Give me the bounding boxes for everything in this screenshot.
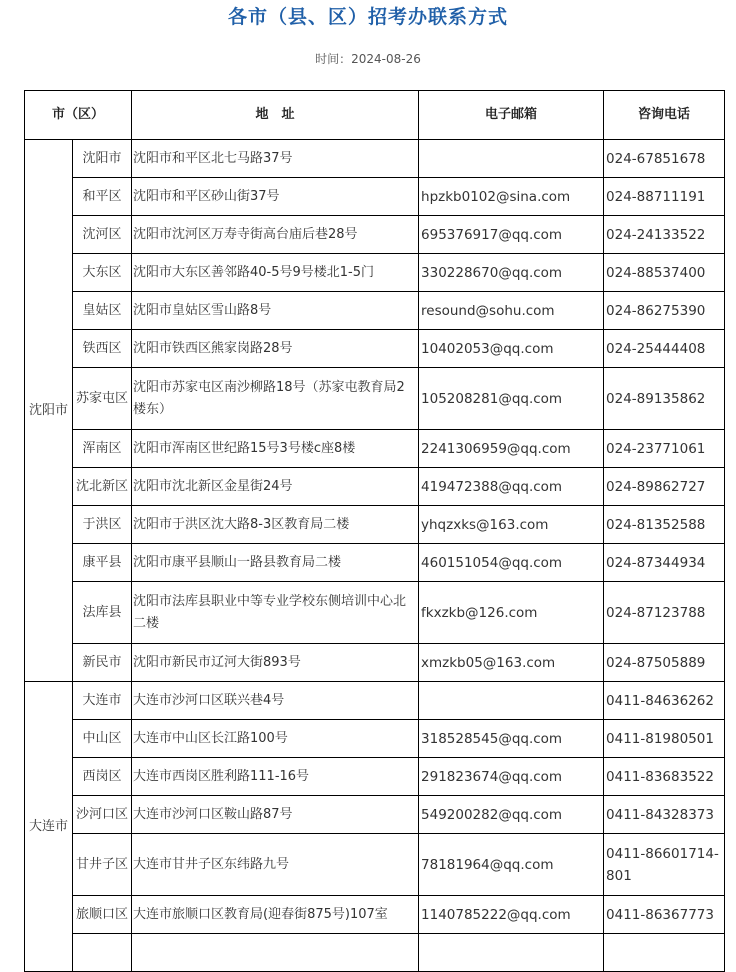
email-cell: yhqzxks@163.com [419, 506, 604, 544]
city-cell: 沈阳市 [25, 140, 73, 682]
district-cell: 和平区 [73, 178, 132, 216]
phone-cell: 024-86275390 [604, 292, 725, 330]
district-cell: 浑南区 [73, 430, 132, 468]
email-cell: 10402053@qq.com [419, 330, 604, 368]
address-cell: 大连市西岗区胜利路111-16号 [132, 758, 419, 796]
empty-cell [419, 934, 604, 972]
header-address: 地 址 [132, 91, 419, 140]
table-row [25, 330, 725, 368]
district-cell: 甘井子区 [73, 834, 132, 896]
phone-cell: 024-87123788 [604, 582, 725, 644]
table-row [25, 720, 725, 758]
phone-cell: 024-67851678 [604, 140, 725, 178]
email-cell: fkxzkb@126.com [419, 582, 604, 644]
address-cell: 沈阳市浑南区世纪路15号3号楼c座8楼 [132, 430, 419, 468]
header-email: 电子邮箱 [419, 91, 604, 140]
table-row [25, 178, 725, 216]
table-row [25, 430, 725, 468]
phone-cell: 0411-86367773 [604, 896, 725, 934]
table-row [25, 216, 725, 254]
email-cell: 1140785222@qq.com [419, 896, 604, 934]
phone-cell: 0411-81980501 [604, 720, 725, 758]
address-cell: 沈阳市铁西区熊家岗路28号 [132, 330, 419, 368]
table-row [25, 796, 725, 834]
phone-cell: 024-87505889 [604, 644, 725, 682]
email-cell: 460151054@qq.com [419, 544, 604, 582]
email-cell: hpzkb0102@sina.com [419, 178, 604, 216]
email-cell: 105208281@qq.com [419, 368, 604, 430]
district-cell: 中山区 [73, 720, 132, 758]
address-cell: 沈阳市康平县顺山一路县教育局二楼 [132, 544, 419, 582]
email-cell: 695376917@qq.com [419, 216, 604, 254]
email-cell: resound@sohu.com [419, 292, 604, 330]
address-cell: 大连市沙河口区鞍山路87号 [132, 796, 419, 834]
table-row [25, 582, 725, 644]
table-row [25, 506, 725, 544]
address-cell: 沈阳市大东区善邻路40-5号9号楼北1-5门 [132, 254, 419, 292]
district-cell: 旅顺口区 [73, 896, 132, 934]
phone-cell: 024-25444408 [604, 330, 725, 368]
table-row [25, 468, 725, 506]
empty-cell [73, 934, 132, 972]
address-cell: 沈阳市和平区砂山街37号 [132, 178, 419, 216]
table-row [25, 644, 725, 682]
district-cell: 大连市 [73, 682, 132, 720]
table-header-row [25, 91, 725, 140]
phone-cell: 024-23771061 [604, 430, 725, 468]
email-cell: 78181964@qq.com [419, 834, 604, 896]
phone-cell: 024-81352588 [604, 506, 725, 544]
contacts-table [24, 90, 725, 972]
email-cell: 549200282@qq.com [419, 796, 604, 834]
time-label: 时间： [315, 52, 352, 66]
table-row [25, 544, 725, 582]
district-cell: 康平县 [73, 544, 132, 582]
email-cell: 291823674@qq.com [419, 758, 604, 796]
district-cell: 大东区 [73, 254, 132, 292]
district-cell: 新民市 [73, 644, 132, 682]
email-cell: 2241306959@qq.com [419, 430, 604, 468]
address-cell: 沈阳市沈北新区金星街24号 [132, 468, 419, 506]
table-row [25, 254, 725, 292]
empty-cell [604, 934, 725, 972]
phone-cell: 024-87344934 [604, 544, 725, 582]
address-cell: 沈阳市苏家屯区南沙柳路18号（苏家屯教育局2楼东） [132, 368, 419, 430]
empty-cell [132, 934, 419, 972]
email-cell: xmzkb05@163.com [419, 644, 604, 682]
district-cell: 沈阳市 [73, 140, 132, 178]
address-cell: 沈阳市于洪区沈大路8-3区教育局二楼 [132, 506, 419, 544]
district-cell: 沈北新区 [73, 468, 132, 506]
phone-cell: 024-89135862 [604, 368, 725, 430]
address-cell: 大连市甘井子区东纬路九号 [132, 834, 419, 896]
table-row [25, 758, 725, 796]
phone-cell: 024-89862727 [604, 468, 725, 506]
district-cell: 沙河口区 [73, 796, 132, 834]
table-row [25, 140, 725, 178]
table-row [25, 834, 725, 896]
address-cell: 沈阳市和平区北七马路37号 [132, 140, 419, 178]
address-cell: 沈阳市皇姑区雪山路8号 [132, 292, 419, 330]
city-cell: 大连市 [25, 682, 73, 972]
time-value: 2024-08-26 [351, 52, 421, 66]
email-cell [419, 140, 604, 178]
phone-cell: 0411-84328373 [604, 796, 725, 834]
address-cell: 大连市沙河口区联兴巷4号 [132, 682, 419, 720]
address-cell: 沈阳市新民市辽河大街893号 [132, 644, 419, 682]
header-phone: 咨询电话 [604, 91, 725, 140]
district-cell: 西岗区 [73, 758, 132, 796]
email-cell: 419472388@qq.com [419, 468, 604, 506]
address-cell: 沈阳市沈河区万寿寺街高台庙后巷28号 [132, 216, 419, 254]
email-cell: 318528545@qq.com [419, 720, 604, 758]
district-cell: 沈河区 [73, 216, 132, 254]
table-row [25, 368, 725, 430]
address-cell: 大连市旅顺口区教育局(迎春街875号)107室 [132, 896, 419, 934]
district-cell: 皇姑区 [73, 292, 132, 330]
phone-cell: 024-88537400 [604, 254, 725, 292]
phone-cell: 0411-83683522 [604, 758, 725, 796]
table-row [25, 292, 725, 330]
table-row [25, 934, 725, 972]
table-body [25, 140, 725, 972]
header-city: 市（区） [25, 91, 132, 140]
email-cell: 330228670@qq.com [419, 254, 604, 292]
phone-cell: 0411-86601714-801 [604, 834, 725, 896]
address-cell: 大连市中山区长江路100号 [132, 720, 419, 758]
district-cell: 于洪区 [73, 506, 132, 544]
district-cell: 苏家屯区 [73, 368, 132, 430]
district-cell: 铁西区 [73, 330, 132, 368]
page-title: 各市（县、区）招考办联系方式 [227, 6, 508, 28]
district-cell: 法库县 [73, 582, 132, 644]
address-cell: 沈阳市法库县职业中等专业学校东侧培训中心北二楼 [132, 582, 419, 644]
table-row [25, 682, 725, 720]
table-row [25, 896, 725, 934]
phone-cell: 024-24133522 [604, 216, 725, 254]
publish-time [0, 50, 736, 68]
email-cell [419, 682, 604, 720]
phone-cell: 024-88711191 [604, 178, 725, 216]
phone-cell: 0411-84636262 [604, 682, 725, 720]
